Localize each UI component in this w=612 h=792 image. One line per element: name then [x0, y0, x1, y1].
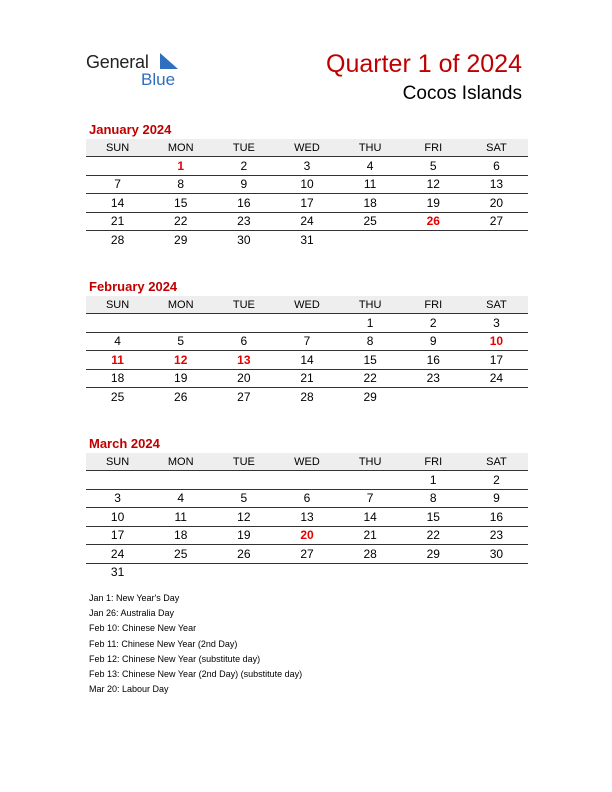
holiday-item: Feb 13: Chinese New Year (2nd Day) (substitute day) [89, 669, 303, 680]
day-cell: 3 [86, 489, 149, 508]
day-cell: 2 [212, 157, 275, 176]
day-cell: 31 [275, 231, 338, 249]
day-cell: 28 [86, 231, 149, 249]
day-cell [86, 314, 149, 333]
day-cell [275, 563, 338, 581]
day-cell [402, 563, 465, 581]
day-cell: 22 [149, 212, 212, 231]
calendar-grid [86, 296, 528, 406]
week-row [86, 212, 528, 231]
day-cell: 20 [275, 526, 338, 545]
day-cell: 9 [465, 489, 528, 508]
weekday-header: FRI [402, 139, 465, 157]
weekday-header: FRI [402, 296, 465, 314]
day-cell: 3 [465, 314, 528, 333]
day-cell: 10 [86, 508, 149, 527]
day-cell [275, 314, 338, 333]
weekday-header: SAT [465, 139, 528, 157]
day-cell [149, 471, 212, 490]
day-cell: 17 [465, 351, 528, 370]
day-cell: 2 [402, 314, 465, 333]
day-cell [465, 563, 528, 581]
page-subtitle: Cocos Islands [402, 83, 522, 104]
day-cell: 1 [402, 471, 465, 490]
day-cell: 27 [465, 212, 528, 231]
day-cell: 27 [212, 388, 275, 406]
day-cell [402, 231, 465, 249]
day-cell [465, 231, 528, 249]
day-cell: 23 [212, 212, 275, 231]
day-cell: 21 [275, 369, 338, 388]
weekday-header: SUN [86, 139, 149, 157]
day-cell: 15 [402, 508, 465, 527]
day-cell: 3 [275, 157, 338, 176]
day-cell: 6 [212, 332, 275, 351]
weekday-header: SUN [86, 296, 149, 314]
weekday-header: TUE [212, 296, 275, 314]
day-cell: 12 [212, 508, 275, 527]
day-cell: 10 [465, 332, 528, 351]
day-cell: 25 [339, 212, 402, 231]
logo [86, 50, 196, 90]
day-cell: 8 [149, 175, 212, 194]
day-cell: 18 [86, 369, 149, 388]
day-cell: 20 [465, 194, 528, 213]
month-march [86, 435, 528, 581]
calendar-grid [86, 139, 528, 249]
weekday-header-row [86, 296, 528, 314]
week-row [86, 314, 528, 333]
day-cell: 24 [465, 369, 528, 388]
day-cell: 13 [465, 175, 528, 194]
day-cell: 4 [86, 332, 149, 351]
day-cell: 6 [465, 157, 528, 176]
weekday-header: SAT [465, 296, 528, 314]
day-cell [275, 471, 338, 490]
day-cell: 16 [212, 194, 275, 213]
holiday-list [89, 591, 302, 697]
day-cell: 9 [402, 332, 465, 351]
day-cell: 2 [465, 471, 528, 490]
weekday-header: FRI [402, 453, 465, 471]
day-cell: 29 [402, 545, 465, 564]
day-cell: 4 [149, 489, 212, 508]
day-cell: 21 [339, 526, 402, 545]
week-row [86, 545, 528, 564]
holiday-item: Feb 10: Chinese New Year [89, 623, 197, 634]
day-cell: 30 [212, 231, 275, 249]
holiday-item: Feb 12: Chinese New Year (substitute day) [89, 653, 261, 664]
day-cell: 21 [86, 212, 149, 231]
weekday-header: THU [339, 139, 402, 157]
day-cell [86, 157, 149, 176]
day-cell: 13 [212, 351, 275, 370]
month-name: February 2024 [89, 279, 178, 294]
weekday-header-row [86, 453, 528, 471]
weekday-header: WED [275, 139, 338, 157]
day-cell: 26 [402, 212, 465, 231]
day-cell [149, 314, 212, 333]
day-cell: 7 [275, 332, 338, 351]
day-cell: 15 [339, 351, 402, 370]
weekday-header: TUE [212, 453, 275, 471]
week-row [86, 194, 528, 213]
day-cell [212, 471, 275, 490]
day-cell: 7 [339, 489, 402, 508]
page-title: Quarter 1 of 2024 [326, 50, 522, 78]
day-cell [149, 563, 212, 581]
day-cell: 31 [86, 563, 149, 581]
week-row [86, 157, 528, 176]
week-row [86, 369, 528, 388]
week-row [86, 332, 528, 351]
weekday-header: MON [149, 139, 212, 157]
day-cell: 1 [339, 314, 402, 333]
day-cell: 11 [86, 351, 149, 370]
week-row [86, 471, 528, 490]
day-cell: 12 [149, 351, 212, 370]
weekday-header: MON [149, 296, 212, 314]
day-cell: 19 [402, 194, 465, 213]
month-name: March 2024 [89, 436, 160, 451]
day-cell: 16 [402, 351, 465, 370]
month-february [86, 278, 528, 406]
day-cell: 25 [86, 388, 149, 406]
day-cell: 7 [86, 175, 149, 194]
day-cell: 26 [149, 388, 212, 406]
day-cell: 20 [212, 369, 275, 388]
day-cell: 14 [339, 508, 402, 527]
logo-text-blue: Blue [141, 70, 176, 89]
weekday-header: WED [275, 453, 338, 471]
weekday-header: MON [149, 453, 212, 471]
day-cell: 29 [339, 388, 402, 406]
day-cell: 4 [339, 157, 402, 176]
month-name: January 2024 [89, 122, 172, 137]
logo-text-general: General [86, 52, 149, 72]
day-cell: 19 [149, 369, 212, 388]
day-cell [339, 231, 402, 249]
day-cell: 17 [275, 194, 338, 213]
day-cell: 11 [149, 508, 212, 527]
day-cell: 25 [149, 545, 212, 564]
day-cell [212, 314, 275, 333]
day-cell: 23 [465, 526, 528, 545]
weekday-header: SAT [465, 453, 528, 471]
day-cell: 9 [212, 175, 275, 194]
day-cell: 24 [86, 545, 149, 564]
day-cell [339, 471, 402, 490]
holiday-item: Mar 20: Labour Day [89, 684, 169, 695]
day-cell: 18 [149, 526, 212, 545]
month-january [86, 121, 528, 249]
week-row [86, 508, 528, 527]
day-cell: 15 [149, 194, 212, 213]
day-cell: 28 [339, 545, 402, 564]
day-cell: 22 [402, 526, 465, 545]
weekday-header: WED [275, 296, 338, 314]
day-cell: 18 [339, 194, 402, 213]
week-row [86, 563, 528, 581]
weekday-header-row [86, 139, 528, 157]
day-cell: 11 [339, 175, 402, 194]
day-cell: 1 [149, 157, 212, 176]
week-row [86, 489, 528, 508]
day-cell: 14 [86, 194, 149, 213]
day-cell: 29 [149, 231, 212, 249]
day-cell: 5 [212, 489, 275, 508]
day-cell: 30 [465, 545, 528, 564]
holiday-item: Jan 26: Australia Day [89, 608, 175, 619]
day-cell: 23 [402, 369, 465, 388]
day-cell: 28 [275, 388, 338, 406]
day-cell: 27 [275, 545, 338, 564]
weekday-header: THU [339, 453, 402, 471]
holiday-item: Jan 1: New Year's Day [89, 593, 180, 603]
day-cell: 22 [339, 369, 402, 388]
weekday-header: TUE [212, 139, 275, 157]
day-cell: 17 [86, 526, 149, 545]
day-cell: 10 [275, 175, 338, 194]
day-cell: 5 [402, 157, 465, 176]
day-cell: 13 [275, 508, 338, 527]
holiday-item: Feb 11: Chinese New Year (2nd Day) [89, 638, 238, 649]
day-cell: 19 [212, 526, 275, 545]
day-cell [212, 563, 275, 581]
day-cell: 16 [465, 508, 528, 527]
day-cell: 8 [339, 332, 402, 351]
day-cell [86, 471, 149, 490]
day-cell: 14 [275, 351, 338, 370]
day-cell: 6 [275, 489, 338, 508]
week-row [86, 526, 528, 545]
day-cell: 8 [402, 489, 465, 508]
weekday-header: THU [339, 296, 402, 314]
calendar-grid [86, 453, 528, 581]
week-row [86, 351, 528, 370]
flag-triangle-icon [160, 53, 178, 69]
week-row [86, 231, 528, 249]
day-cell [465, 388, 528, 406]
day-cell: 24 [275, 212, 338, 231]
day-cell [339, 563, 402, 581]
day-cell: 5 [149, 332, 212, 351]
week-row [86, 175, 528, 194]
day-cell: 12 [402, 175, 465, 194]
day-cell: 26 [212, 545, 275, 564]
day-cell [402, 388, 465, 406]
week-row [86, 388, 528, 406]
weekday-header: SUN [86, 453, 149, 471]
